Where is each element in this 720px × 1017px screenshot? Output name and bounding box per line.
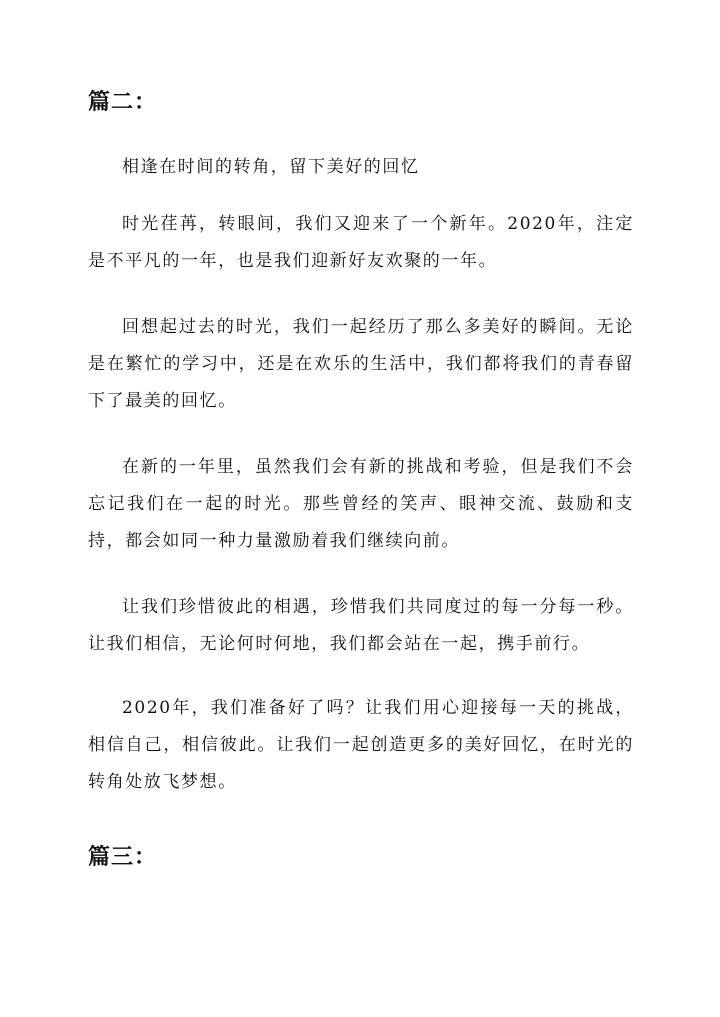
section-heading-3: 篇三： bbox=[88, 844, 158, 870]
paragraph-title-line: 相逢在时间的转角，留下美好的回忆 bbox=[122, 157, 420, 177]
paragraph: 2020年，我们准备好了吗？让我们用心迎接每一天的挑战，相信自己，相信彼此。让我们一起创造更多的美好回忆，在时光的转角处放飞梦想。 bbox=[88, 698, 634, 792]
paragraph: 让我们珍惜彼此的相遇，珍惜我们共同度过的每一分每一秒。让我们相信，无论何时何地，我们都会站在一起，携手前行。 bbox=[88, 597, 634, 654]
paragraph: 回想起过去的时光，我们一起经历了那么多美好的瞬间。无论是在繁忙的学习中，还是在欢乐的生活中，我们都将我们的青春留下了最美的回忆。 bbox=[88, 317, 634, 411]
paragraph: 在新的一年里，虽然我们会有新的挑战和考验，但是我们不会忘记我们在一起的时光。那些曾经的笑声、眼神交流、鼓励和支持，都会如同一种力量激励着我们继续向前。 bbox=[88, 457, 634, 551]
section-heading-2: 篇二： bbox=[88, 89, 158, 115]
paragraph: 时光荏苒，转眼间，我们又迎来了一个新年。2020年，注定是不平凡的一年，也是我们迎新好友欢聚的一年。 bbox=[88, 214, 634, 271]
